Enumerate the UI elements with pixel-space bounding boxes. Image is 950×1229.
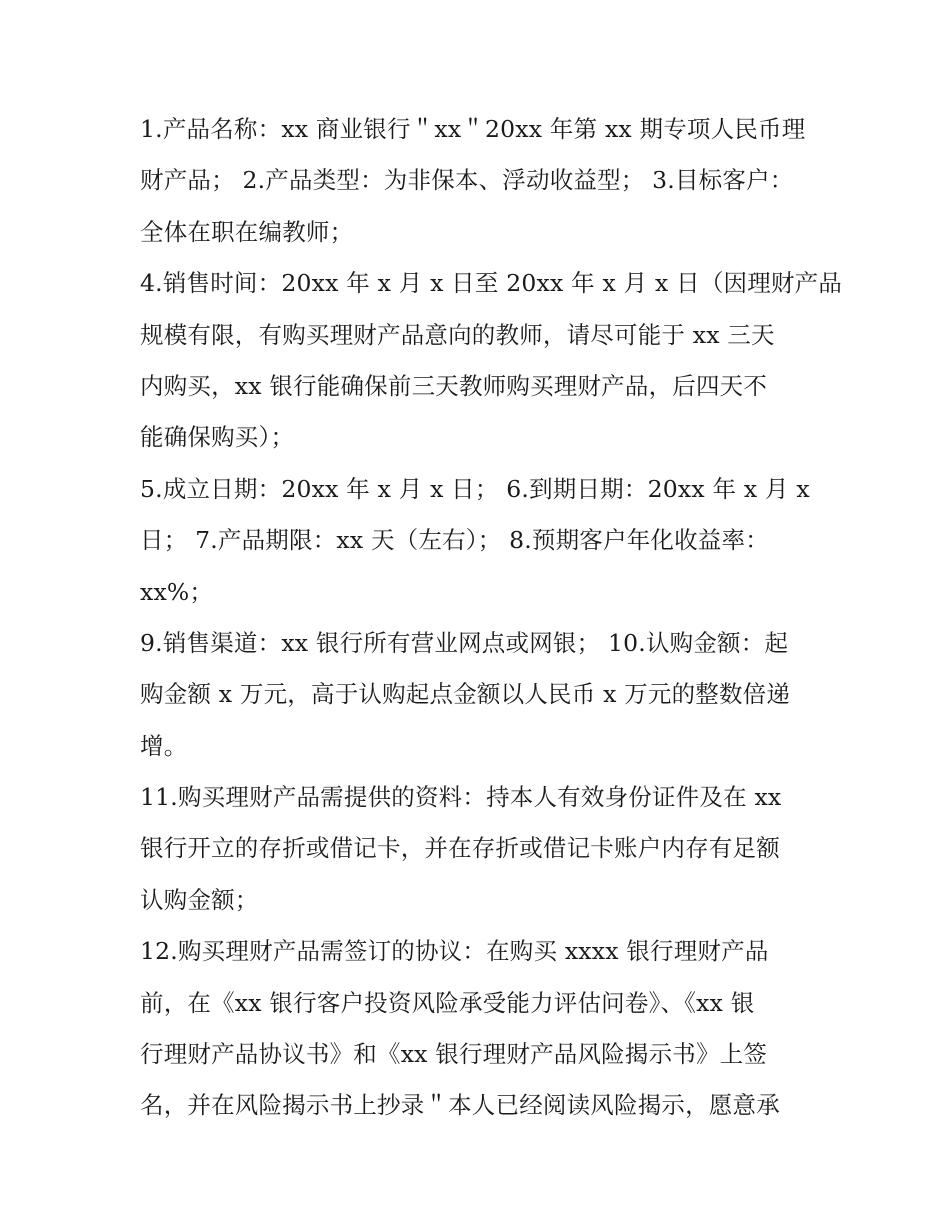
text-line: 银行开立的存折或借记卡，并在存折或借记卡账户内存有足额 bbox=[140, 834, 780, 863]
text-line: 内购买，xx 银行能确保前三天教师购买理财产品，后四天不 bbox=[140, 371, 768, 400]
text-line: 行理财产品协议书》和《xx 银行理财产品风险揭示书》上签 bbox=[140, 1040, 768, 1069]
text-line: 认购金额； bbox=[140, 885, 259, 914]
text-line: 1.产品名称：xx 商业银行＂xx＂20xx 年第 xx 期专项人民币理 bbox=[140, 115, 806, 143]
text-line: 5.成立日期：20xx 年 x 月 x 日； 6.到期日期：20xx 年 x 月 x bbox=[140, 474, 810, 503]
text-line: 名，并在风险揭示书上抄录＂本人已经阅读风险揭示，愿意承 bbox=[140, 1091, 780, 1120]
text-line: 能确保购买）； bbox=[140, 423, 295, 452]
text-line: 增。 bbox=[140, 731, 188, 760]
text-line: 全体在职在编教师； bbox=[140, 217, 354, 246]
text-line: 财产品； 2.产品类型：为非保本、浮动收益型； 3.目标客户： bbox=[140, 166, 794, 195]
document-body bbox=[140, 104, 843, 1132]
text-line: 前，在《xx 银行客户投资风险承受能力评估问卷》、《xx 银 bbox=[140, 988, 755, 1017]
text-line: 日； 7.产品期限：xx 天（左右）； 8.预期客户年化收益率： bbox=[140, 526, 769, 555]
text-line: 购金额 x 万元，高于认购起点金额以人民币 x 万元的整数倍递 bbox=[140, 680, 791, 709]
text-line: 11.购买理财产品需提供的资料：持本人有效身份证件及在 xx bbox=[140, 783, 782, 812]
text-line: 9.销售渠道：xx 银行所有营业网点或网银； 10.认购金额：起 bbox=[140, 628, 789, 657]
text-line: 规模有限，有购买理财产品意向的教师，请尽可能于 xx 三天 bbox=[140, 320, 775, 349]
text-line: xx%； bbox=[140, 577, 214, 606]
text-line: 12.购买理财产品需签订的协议：在购买 xxxx 银行理财产品 bbox=[140, 937, 769, 966]
text-line: 4.销售时间：20xx 年 x 月 x 日至 20xx 年 x 月 x 日（因理财产品 bbox=[140, 269, 843, 298]
